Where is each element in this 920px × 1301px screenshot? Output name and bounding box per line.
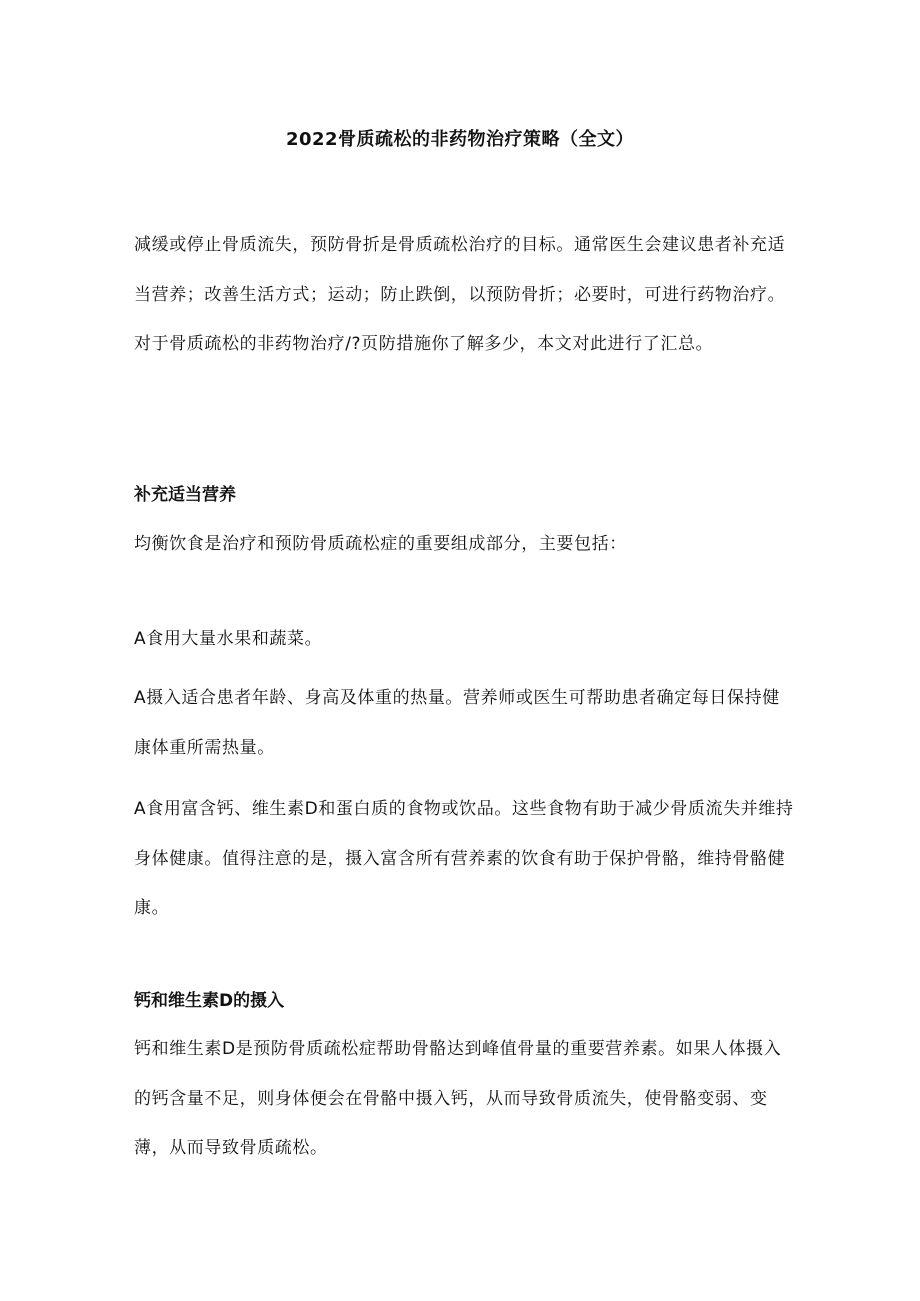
list-item: A食用大量水果和蔬菜。 bbox=[134, 629, 323, 649]
section-heading-nutrition: 补充适当营养 bbox=[134, 485, 236, 505]
section-body-paragraph: 钙和维生素D是预防骨质疏松症帮助骨骼达到峰值骨量的重要营养素。如果人体摄入的钙含量不足，则身体便会在骨骼中摄入钙，从而导致骨质流失，使骨骼变弱、变薄，从而导致骨质疏松。 bbox=[134, 1039, 782, 1158]
list-item: A食用富含钙、维生素D和蛋白质的食物或饮品。这些食物有助于减少骨质流失并维持身体健康。值得注意的是，摄入富含所有营养素的饮食有助于保护骨骼，维持骨骼健康。 bbox=[134, 799, 794, 918]
intro-paragraph: 减缓或停止骨质流失，预防骨折是骨质疏松治疗的目标。通常医生会建议患者补充适当营养；改善生活方式；运动；防止跌倒，以预防骨折；必要时，可进行药物治疗。对于骨质疏松的非药物治疗/?页防措施你了解多少，本文对此进行了汇总。 bbox=[134, 235, 786, 354]
list-item: A摄入适合患者年龄、身高及体重的热量。营养师或医生可帮助患者确定每日保持健康体重所需热量。 bbox=[134, 688, 780, 758]
section-lead-paragraph: 均衡饮食是治疗和预防骨质疏松症的重要组成部分，主要包括： bbox=[134, 534, 627, 554]
section-heading-calcium-vitamin-d: 钙和维生素D的摄入 bbox=[134, 991, 285, 1011]
document-title: 2022骨质疏松的非药物治疗策略（全文） bbox=[285, 129, 635, 150]
